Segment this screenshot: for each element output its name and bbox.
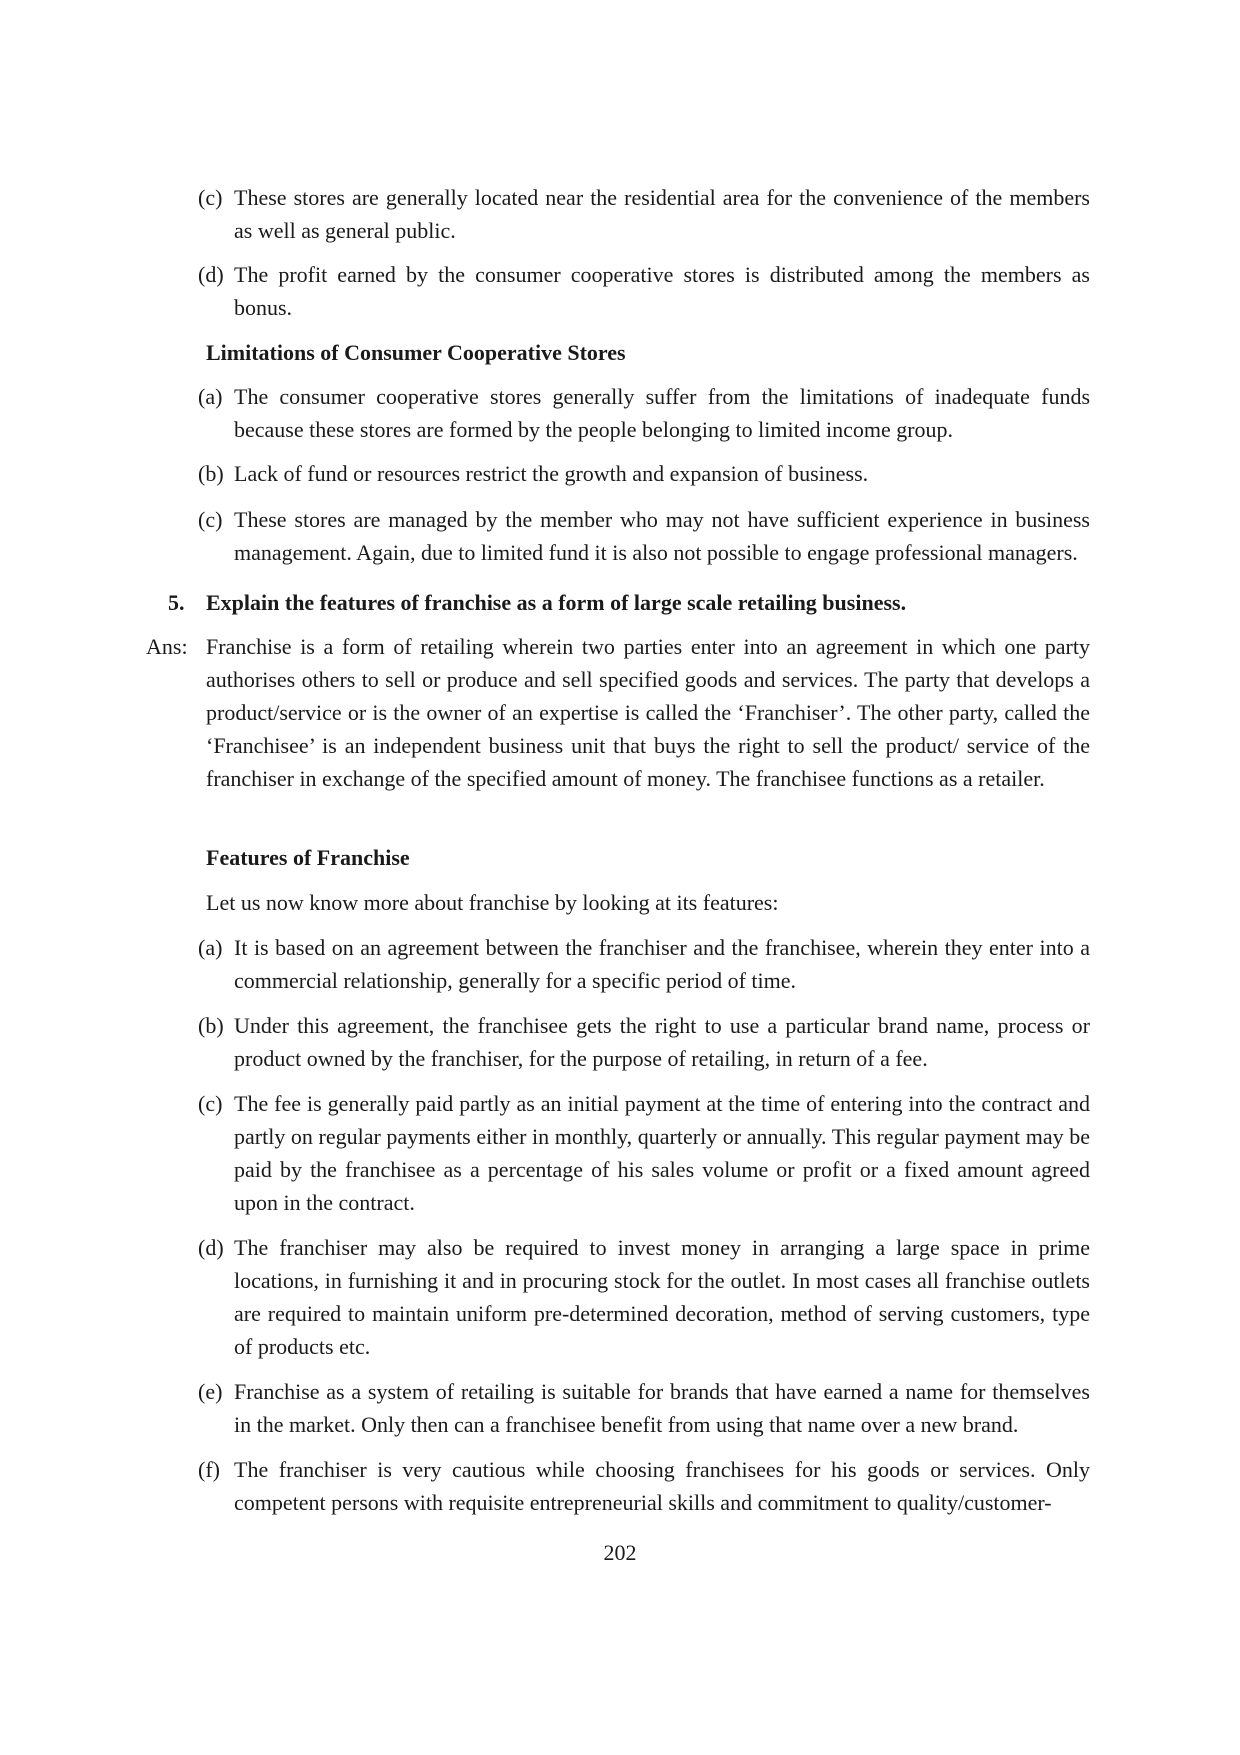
list-item-text: The franchiser may also be required to invest money in arranging a large space in prime locations, in furnishing it and in procuring stock for the outlet. In most cases all franchise outlets are required to maintain uniform pre-determined decoration, method of serving customers, type of products etc. [234, 1235, 1090, 1359]
list-item-text: Lack of fund or resources restrict the growth and expansion of business. [234, 461, 869, 486]
features-heading: Features of Franchise [206, 845, 410, 870]
list-item-label: (c) [198, 185, 223, 210]
list-item-text: The consumer cooperative stores generally suffer from the limitations of inadequate funds because these stores are formed by the people belonging to limited income group. [234, 384, 1090, 442]
page-number: 202 [603, 1540, 637, 1565]
list-item [198, 1375, 1090, 1441]
list-item-label: (a) [198, 935, 223, 960]
list-item-label: (b) [198, 461, 224, 486]
limitations-heading: Limitations of Consumer Cooperative Stores [206, 340, 626, 365]
list-item-label: (e) [198, 1379, 223, 1404]
list-item [198, 931, 1090, 997]
question-number: 5. [168, 590, 185, 615]
list-item-label: (d) [198, 262, 224, 287]
list-item [198, 380, 1090, 446]
question-text: Explain the features of franchise as a form of large scale retailing business. [206, 590, 907, 615]
question [168, 586, 1108, 619]
list-item-text: These stores are managed by the member who may not have sufficient experience in business management. Again, due to limited fund it is also not possible to engage professional managers. [234, 507, 1090, 565]
answer-text: Franchise is a form of retailing wherein two parties enter into an agreement in which one party authorises others to sell or produce and sell specified goods and services. The party that develops a product/service or is the owner of an expertise is called the ‘Franchiser’. The other party, called the ‘Franchisee’ is an independent business unit that buys the right to sell the product/ service of the franchiser in exchange of the specified amount of money. The franchisee functions as a retailer. [206, 634, 1090, 791]
list-item [198, 1087, 1090, 1219]
list-item [198, 258, 1090, 324]
list-item-label: (c) [198, 507, 223, 532]
list-item-text: It is based on an agreement between the franchiser and the franchisee, wherein they enter into a commercial relationship, generally for a specific period of time. [234, 935, 1090, 993]
list-item-label: (d) [198, 1235, 224, 1260]
list-item [198, 457, 1090, 490]
list-item-text: The fee is generally paid partly as an initial payment at the time of entering into the contract and partly on regular payments either in monthly, quarterly or annually. This regular payment may be paid by the franchisee as a percentage of his sales volume or profit or a fixed amount agreed upon in the contract. [234, 1091, 1090, 1215]
list-item [198, 181, 1090, 247]
list-item-text: Under this agreement, the franchisee gets the right to use a particular brand name, process or product owned by the franchiser, for the purpose of retailing, in return of a fee. [234, 1013, 1090, 1071]
answer [146, 630, 1090, 795]
list-item [198, 1009, 1090, 1075]
answer-label: Ans: [146, 634, 188, 659]
list-item-text: The profit earned by the consumer cooperative stores is distributed among the members as bonus. [234, 262, 1090, 320]
list-item [198, 1231, 1090, 1363]
list-item-label: (c) [198, 1091, 223, 1116]
list-item [198, 1453, 1090, 1519]
list-item [198, 503, 1090, 569]
list-item-label: (b) [198, 1013, 224, 1038]
list-item-text: The franchiser is very cautious while choosing franchisees for his goods or services. Only competent persons with requisite entrepreneurial skills and commitment to quality/customer- [234, 1457, 1090, 1515]
list-item-text: Franchise as a system of retailing is suitable for brands that have earned a name for themselves in the market. Only then can a franchisee benefit from using that name over a new brand. [234, 1379, 1090, 1437]
list-item-label: (a) [198, 384, 223, 409]
list-item-text: These stores are generally located near the residential area for the convenience of the members as well as general public. [234, 185, 1090, 243]
list-item-label: (f) [198, 1457, 220, 1482]
features-intro: Let us now know more about franchise by looking at its features: [206, 890, 779, 915]
